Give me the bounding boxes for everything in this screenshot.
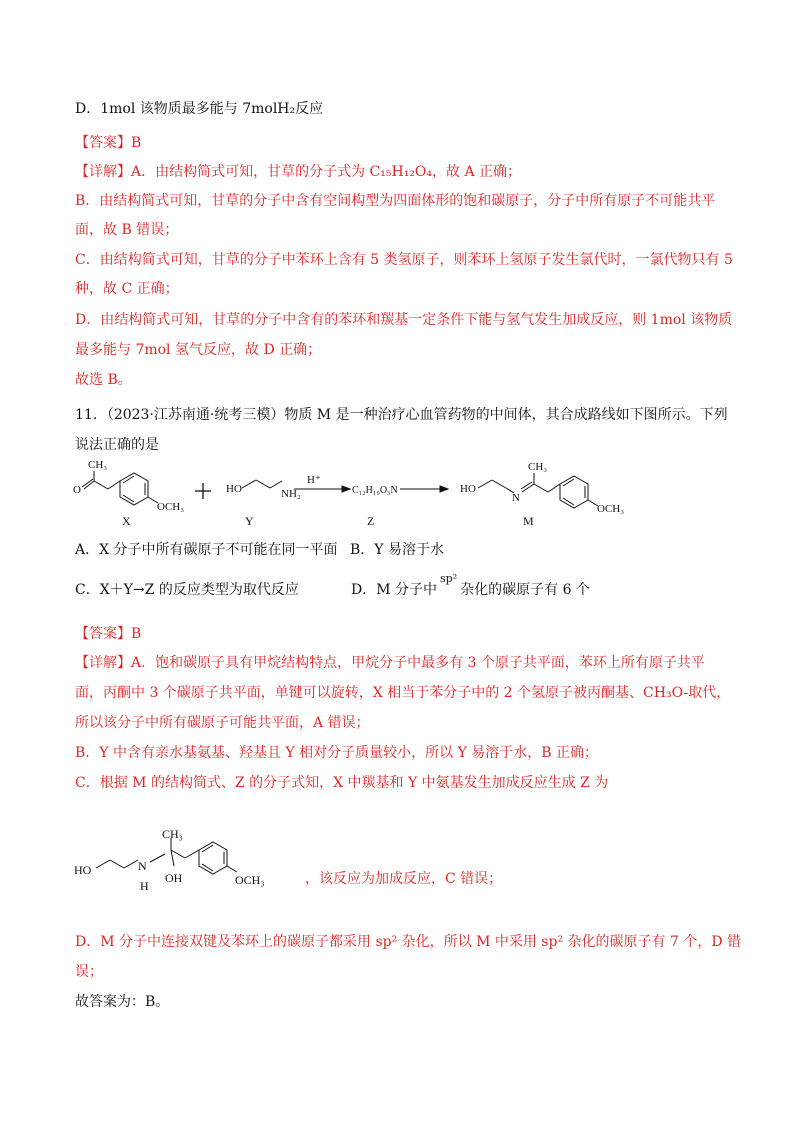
z-oh-text: OH: [165, 871, 183, 885]
z-structure: [70, 830, 320, 905]
option-a: A．X 分子中所有碳原子不可能在同一平面: [75, 542, 338, 558]
answer-label: 【答案】: [75, 626, 131, 642]
detail-2-a-line3: 所以该分子中所有碳原子可能共平面，A 错误；: [75, 715, 370, 731]
detail-1-b-line1: B．由结构简式可知，甘草的分子中含有空间构型为四面体形的饱和碳原子，分子中所有原子不可能共平: [75, 193, 716, 209]
z-ho-text: HO: [74, 863, 92, 877]
z-n-text: N: [138, 859, 147, 873]
detail-1-d-line2: 最多能与 7mol 氢气反应，故 D 正确；: [75, 342, 322, 358]
detail-label: 【详解】: [75, 655, 131, 671]
detail-1-a: 【详解】A．由结构简式可知，甘草的分子式为 C₁₅H₁₂O₄，故 A 正确；: [75, 164, 522, 180]
label-z: Z: [367, 514, 375, 528]
detail-2-conclusion: 故答案为：B。: [75, 994, 170, 1010]
m-ch3-text: CH₃: [528, 461, 548, 473]
label-y: Y: [245, 514, 254, 528]
detail-label: 【详解】: [75, 164, 131, 180]
question-11-stem-line1: 11．（2023·江苏南通·统考三模）物质 M 是一种治疗心血管药物的中间体，其合成路线如下图所示。下列: [75, 407, 728, 423]
z-ch3-text: CH₃: [162, 830, 183, 841]
detail-1-d-line1: D．由结构简式可知，甘草的分子中含有的苯环和羰基一定条件下能与氢气发生加成反应，则 1mol 该物质: [75, 312, 733, 328]
detail-2-c: C．根据 M 的结构简式、Z 的分子式知，X 中羰基和 Y 中氨基发生加成反应生成 Z 为: [75, 775, 609, 791]
detail-2-a-line2: 面，丙酮中 3 个碳原子共平面，单键可以旋转，X 相当于苯分子中的 2 个氢原子被丙酮基、CH₃O-取代，: [75, 685, 731, 701]
question-11-stem-line2: 说法正确的是: [75, 437, 159, 453]
detail-1-c-line2: 种，故 C 正确；: [75, 281, 179, 297]
x-och3-text: OCH₃: [157, 501, 185, 513]
previous-option-d: D．1mol 该物质最多能与 7molH₂反应: [75, 101, 324, 117]
answer-1: [75, 133, 141, 153]
detail-1-b-line2: 面，故 B 错误；: [75, 222, 179, 238]
m-och3-text: OCH₃: [597, 503, 625, 515]
label-x: X: [122, 514, 131, 528]
z-formula-text: C₁₂H₁₉O₃N: [352, 485, 398, 496]
option-b: B．Y 易溶于水: [350, 542, 444, 558]
z-och3-text: OCH₃: [235, 873, 265, 887]
detail-1-c-line1: C．由结构简式可知，甘草的分子中苯环上含有 5 类氢原子，则苯环上氢原子发生氯代时，一氯代物只有 5: [75, 252, 733, 268]
label-m: M: [523, 514, 534, 528]
reaction-scheme: [60, 455, 680, 530]
z-h-text: H: [140, 879, 149, 893]
detail-1-conclusion: 故选 B。: [75, 372, 132, 388]
option-c: C．X＋Y→Z 的反应类型为取代反应: [75, 582, 299, 598]
detail-2-b: B．Y 中含有亲水基氨基、羟基且 Y 相对分子质量较小，所以 Y 易溶于水，B 正确；: [75, 745, 599, 761]
arrow-reagent-text: H⁺: [307, 474, 321, 486]
answer-value: B: [131, 626, 142, 642]
answer-2: [75, 624, 141, 644]
m-ho-text: HO: [460, 483, 476, 495]
detail-2-d-line1: D．M 分子中连接双键及苯环上的碳原子都采用 sp² 杂化，所以 M 中采用 sp² 杂化的碳原子有 7 个，D 错: [75, 934, 742, 950]
answer-label: 【答案】: [75, 135, 131, 151]
detail-2-c-conclusion: ，该反应为加成反应，C 错误；: [305, 871, 503, 887]
answer-value: B: [131, 135, 142, 151]
y-ho-text: HO: [226, 483, 242, 495]
detail-2-a-line1: 【详解】A．饱和碳原子具有甲烷结构特点，甲烷分子中最多有 3 个原子共平面，苯环上所有原子共平: [75, 655, 705, 671]
y-nh2-text: NH₂: [281, 488, 301, 500]
option-d: D．M 分子中$^{sp^2}$杂化的碳原子有 6 个: [351, 572, 590, 598]
x-o-text: O: [73, 484, 81, 496]
m-n-text: N: [512, 492, 520, 504]
x-ch3-text: CH₃: [88, 459, 108, 471]
detail-2-d-line2: 误；: [75, 964, 103, 980]
sp2-label: sp²: [440, 572, 458, 585]
